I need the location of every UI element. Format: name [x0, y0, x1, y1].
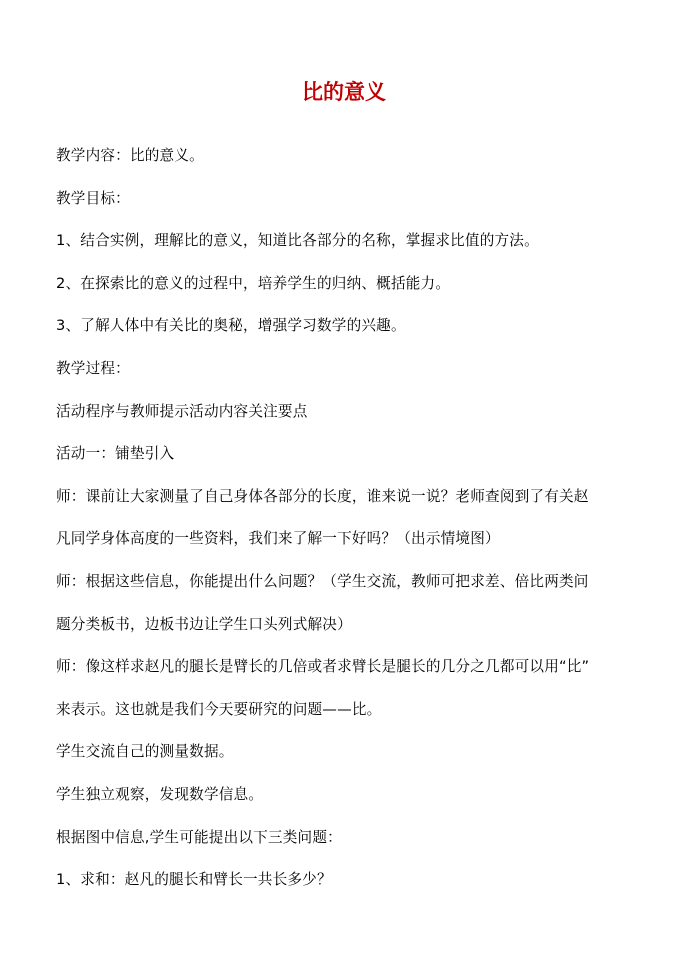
body-line: 题分类板书，边板书边让学生口头列式解决） — [56, 615, 352, 633]
body-line: 活动一：铺垫引入 — [56, 445, 175, 463]
body-line: 教学内容：比的意义。 — [56, 147, 204, 164]
body-line: 1、求和：赵凡的腿长和臂长一共长多少？ — [56, 871, 332, 889]
body-line: 1、结合实例，理解比的意义，知道比各部分的名称，掌握求比值的方法。 — [56, 232, 539, 250]
body-line: 师：像这样求赵凡的腿长是臂长的几倍或者求臂长是腿长的几分之几都可以用“比” — [56, 658, 590, 676]
body-line: 活动程序与教师提示活动内容关注要点 — [56, 402, 308, 420]
body-line: 根据图中信息,学生可能提出以下三类问题： — [56, 828, 342, 846]
body-line: 学生交流自己的测量数据。 — [56, 743, 234, 761]
body-line: 师：课前让大家测量了自己身体各部分的长度，谁来说一说？老师查阅到了有关赵 — [56, 487, 589, 505]
body-line: 师：根据这些信息，你能提出什么问题？（学生交流，教师可把求差、倍比两类问 — [56, 572, 589, 590]
body-line: 凡同学身体高度的一些资料，我们来了解一下好吗？（出示情境图） — [56, 530, 500, 548]
document-body — [56, 141, 676, 908]
body-line: 教学过程： — [56, 359, 130, 377]
body-line: 2、在探索比的意义的过程中，培养学生的归纳、概括能力。 — [56, 274, 451, 292]
body-line: 教学目标： — [56, 189, 130, 207]
body-line: 3、了解人体中有关比的奥秘，增强学习数学的兴趣。 — [56, 317, 406, 335]
document-title: 比的意义 — [302, 80, 386, 104]
body-line: 来表示。这也就是我们今天要研究的问题——比。 — [56, 700, 382, 718]
body-line: 学生独立观察，发现数学信息。 — [56, 785, 264, 803]
